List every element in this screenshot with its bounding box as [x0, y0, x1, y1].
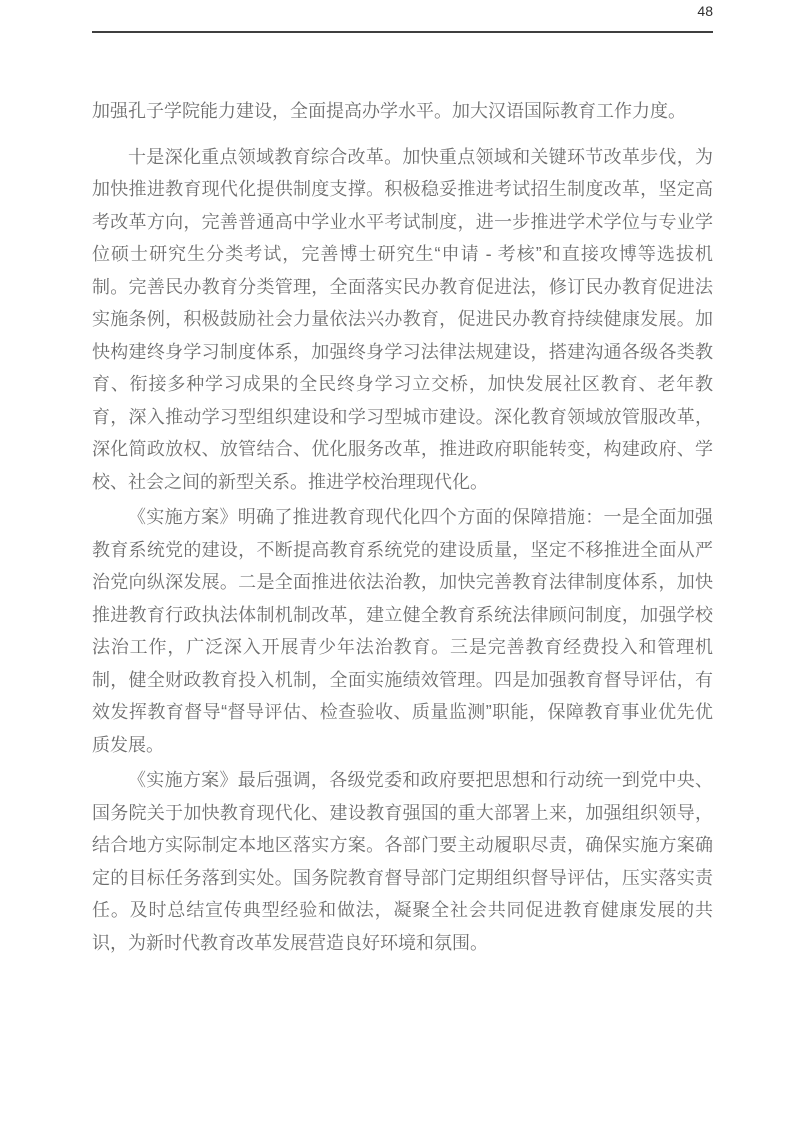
paragraph-1: 加强孔子学院能力建设，全面提高办学水平。加大汉语国际教育工作力度。 [92, 101, 686, 121]
paragraph-2: 十是深化重点领域教育综合改革。加快重点领域和关键环节改革步伐，为加快推进教育现代化提供制度支撑。积极稳妥推进考试招生制度改革，坚定高考改革方向，完善普通高中学业水平考试制度，进一步推进学术学位与专业学位硕士研究生分类考试，完善博士研究生“申请 - 考核”和直接攻博等选拔机制。完善民办教育分类管理，全面落实民办教育促进法，修订民办教育促进法实施条例，积极鼓励社会力量依法兴办教育，促进民办教育持续健康发展。加快构建终身学习制度体系，加强终身学习法律法规建设，搭建沟通各级各类教育、衔接多种学习成果的全民终身学习立交桥，加快发展社区教育、老年教育，深入推动学习型组织建设和学习型城市建设。深化教育领域放管服改革，深化简政放权、放管结合、优化服务改革，推进政府职能转变，构建政府、学校、社会之间的新型关系。推进学校治理现代化。 [92, 146, 713, 492]
paragraph-3: 《实施方案》明确了推进教育现代化四个方面的保障措施：一是全面加强教育系统党的建设，不断提高教育系统党的建设质量，坚定不移推进全面从严治党向纵深发展。二是全面推进依法治教，加快完善教育法律制度体系，加快推进教育行政执法体制机制改革，建立健全教育系统法律顾问制度，加强学校法治工作，广泛深入开展青少年法治教育。三是完善教育经费投入和管理机制，健全财政教育投入机制，全面实施绩效管理。四是加强教育督导评估，有效发挥教育督导“督导评估、检查验收、质量监测”职能，保障教育事业优先优质发展。 [92, 507, 713, 755]
header-rule [92, 31, 713, 33]
document-body [92, 95, 713, 962]
page-number: 48 [697, 3, 713, 19]
paragraph-4: 《实施方案》最后强调，各级党委和政府要把思想和行动统一到党中央、国务院关于加快教育现代化、建设教育强国的重大部署上来，加强组织领导，结合地方实际制定本地区落实方案。各部门要主动履职尽责，确保实施方案确定的目标任务落到实处。国务院教育督导部门定期组织督导评估，压实落实责任。及时总结宣传典型经验和做法，凝聚全社会共同促进教育健康发展的共识，为新时代教育改革发展营造良好环境和氛围。 [92, 770, 713, 953]
